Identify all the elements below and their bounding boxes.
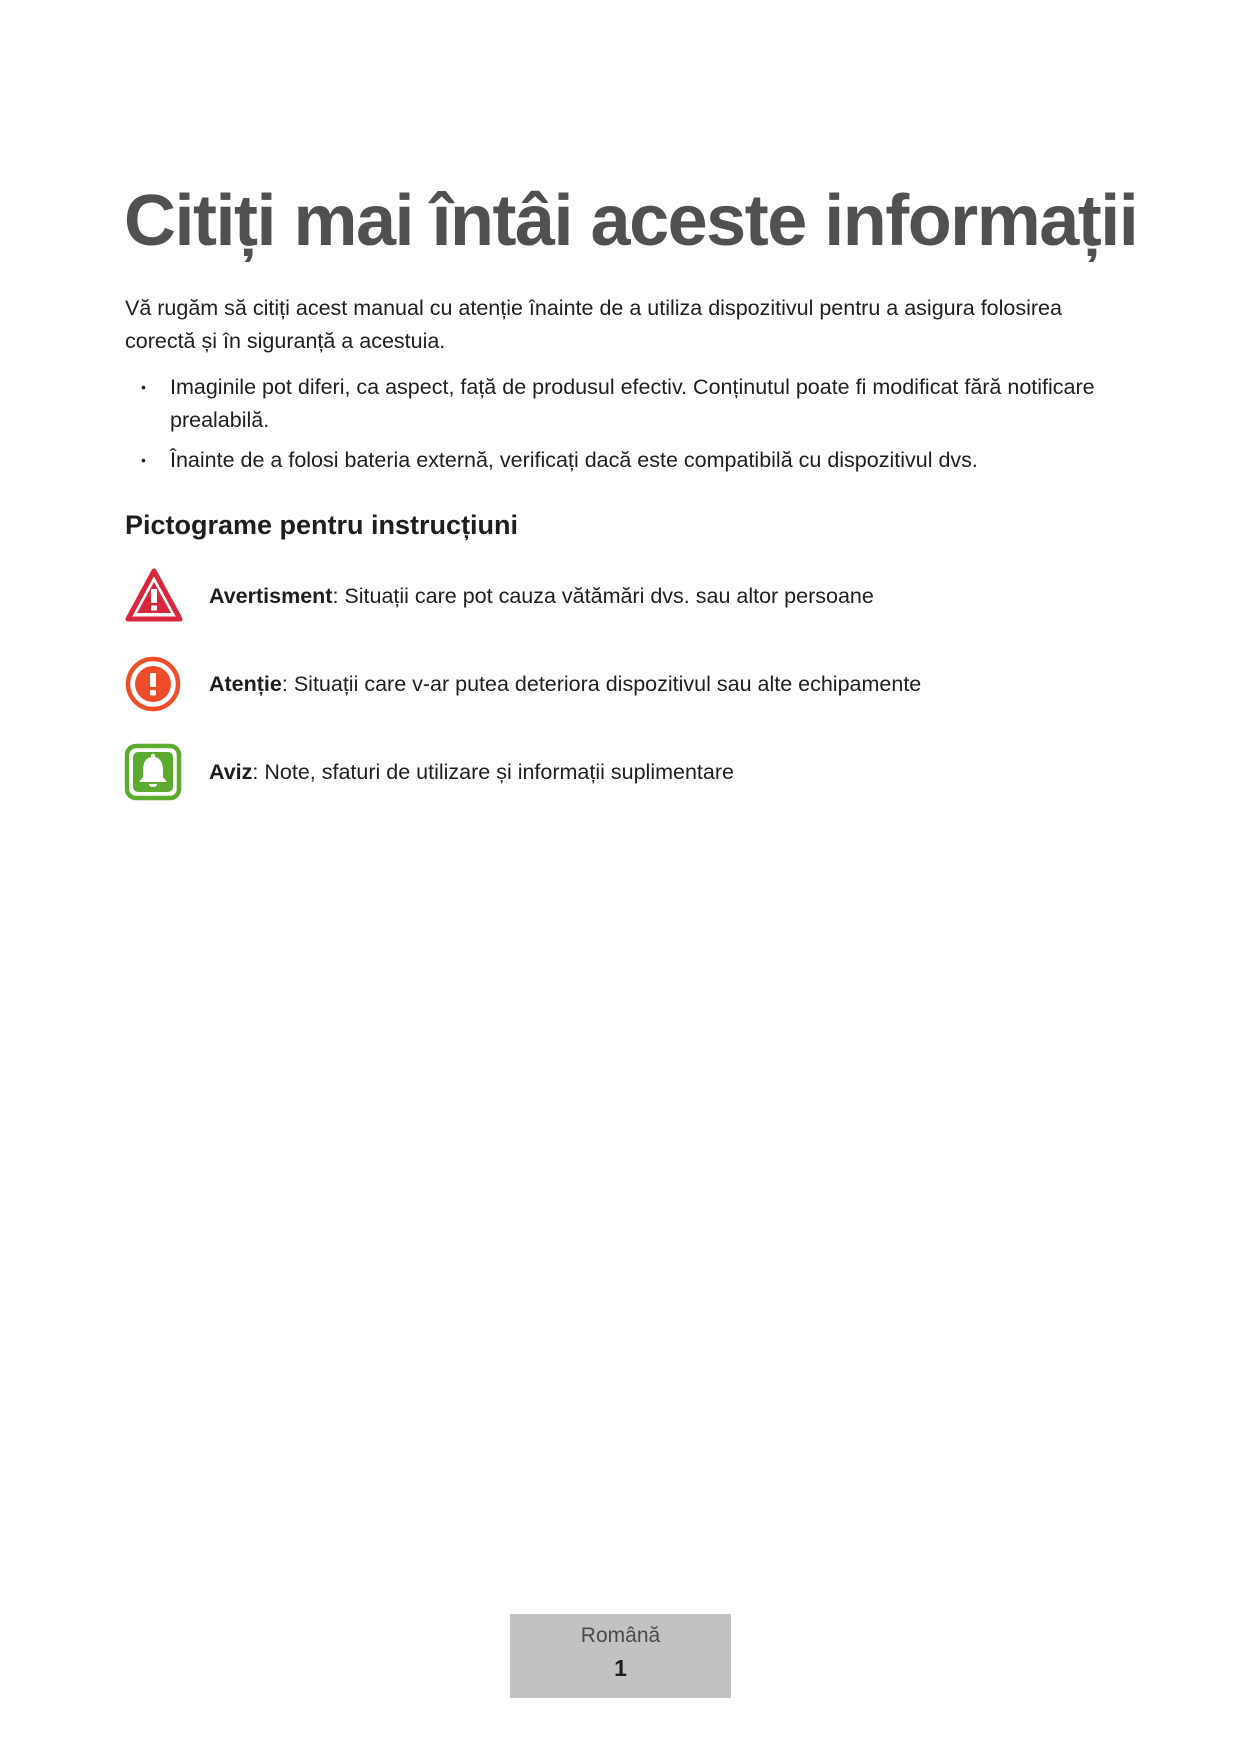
bullet-item [125, 371, 1105, 437]
notice-bell-icon [124, 742, 184, 802]
intro-paragraph: Vă rugăm să citiți acest manual cu atenție înainte de a utiliza dispozitivul pentru a asigura folosirea corectă și în siguranță a acestuia. [125, 296, 1062, 353]
footer-language: Română [580, 1624, 661, 1647]
bullet-text: Imaginile pot diferi, ca aspect, față de produsul efectiv. Conținutul poate fi modificat fără notificare prealabilă. [170, 375, 1095, 432]
warning-triangle-icon [124, 566, 184, 626]
icon-term: Aviz [209, 760, 253, 784]
icon-description: : Note, sfaturi de utilizare și informații suplimentare [252, 760, 734, 784]
icon-legend-row-caution [124, 654, 1124, 714]
bullet-item [125, 444, 1105, 477]
icon-description: : Situații care v-ar putea deteriora dispozitivul sau alte echipamente [281, 672, 922, 696]
icon-legend-text [209, 758, 734, 786]
page-number: 1 [614, 1655, 627, 1681]
bullet-text: Înainte de a folosi bateria externă, verificați dacă este compatibilă cu dispozitivul dvs. [170, 448, 978, 472]
bullet-list [125, 371, 1105, 484]
page-footer [510, 1614, 731, 1698]
icon-legend-text [209, 670, 921, 698]
icon-term: Atenție [209, 672, 282, 696]
icon-legend-row-notice [124, 742, 1124, 802]
bullet-marker: • [141, 379, 146, 395]
caution-circle-icon [124, 654, 184, 714]
page-title: Citiți mai întâi aceste informații [124, 181, 1138, 261]
icon-legend-text [209, 582, 874, 610]
bullet-marker: • [141, 452, 146, 468]
icon-term: Avertisment [209, 584, 333, 608]
icon-description: : Situații care pot cauza vătămări dvs. sau altor persoane [332, 584, 874, 608]
icon-legend-row-warning [124, 566, 1124, 626]
section-heading: Pictograme pentru instrucțiuni [125, 510, 519, 540]
